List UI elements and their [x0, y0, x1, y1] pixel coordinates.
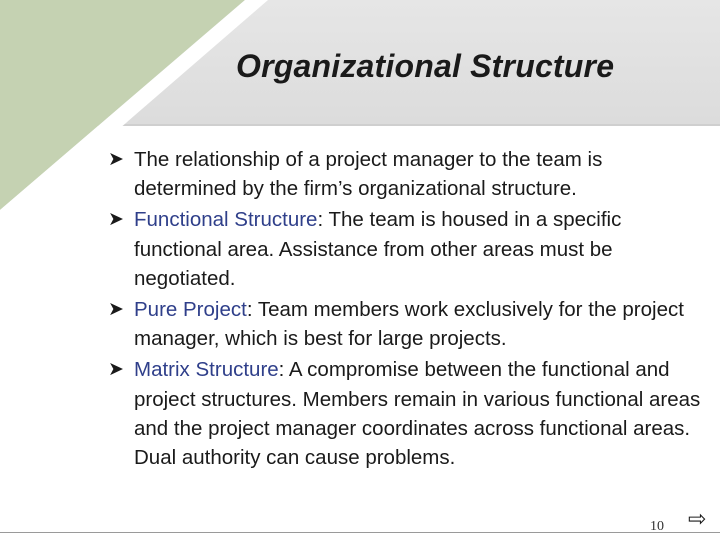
bullet-item — [108, 355, 708, 472]
bullet-term: Matrix Structure — [134, 358, 279, 382]
bullet-item — [108, 295, 708, 353]
bullet-item — [108, 205, 708, 293]
arrowhead-bullet-icon: ➤ — [108, 209, 124, 231]
arrowhead-bullet-icon: ➤ — [108, 299, 124, 321]
bullet-text: The relationship of a project manager to the team is determined by the firm’s organizational structure. — [134, 148, 603, 201]
arrowhead-bullet-icon: ➤ — [108, 359, 124, 381]
slide-title: Organizational Structure — [236, 48, 615, 84]
bullet-text: : The team is housed in a specific functional area. Assistance from other areas must be negotiated. — [134, 208, 622, 290]
bullet-list — [108, 145, 708, 474]
bullet-term: Functional Structure — [134, 208, 318, 232]
arrowhead-bullet-icon: ➤ — [108, 149, 124, 170]
bullet-text: : A compromise between the functional and project structures. Members remain in various functional areas and the project manager coordinates across functional areas. Dual authority can cause problems. — [134, 358, 701, 470]
bullet-item — [108, 145, 708, 203]
footer-divider — [0, 532, 720, 533]
page-number: 10 — [650, 519, 664, 534]
bullet-text: : Team members work exclusively for the project manager, which is best for large projects. — [134, 298, 684, 351]
next-slide-arrow-icon[interactable]: ⇨ — [688, 506, 707, 531]
bullet-term: Pure Project — [134, 298, 247, 322]
